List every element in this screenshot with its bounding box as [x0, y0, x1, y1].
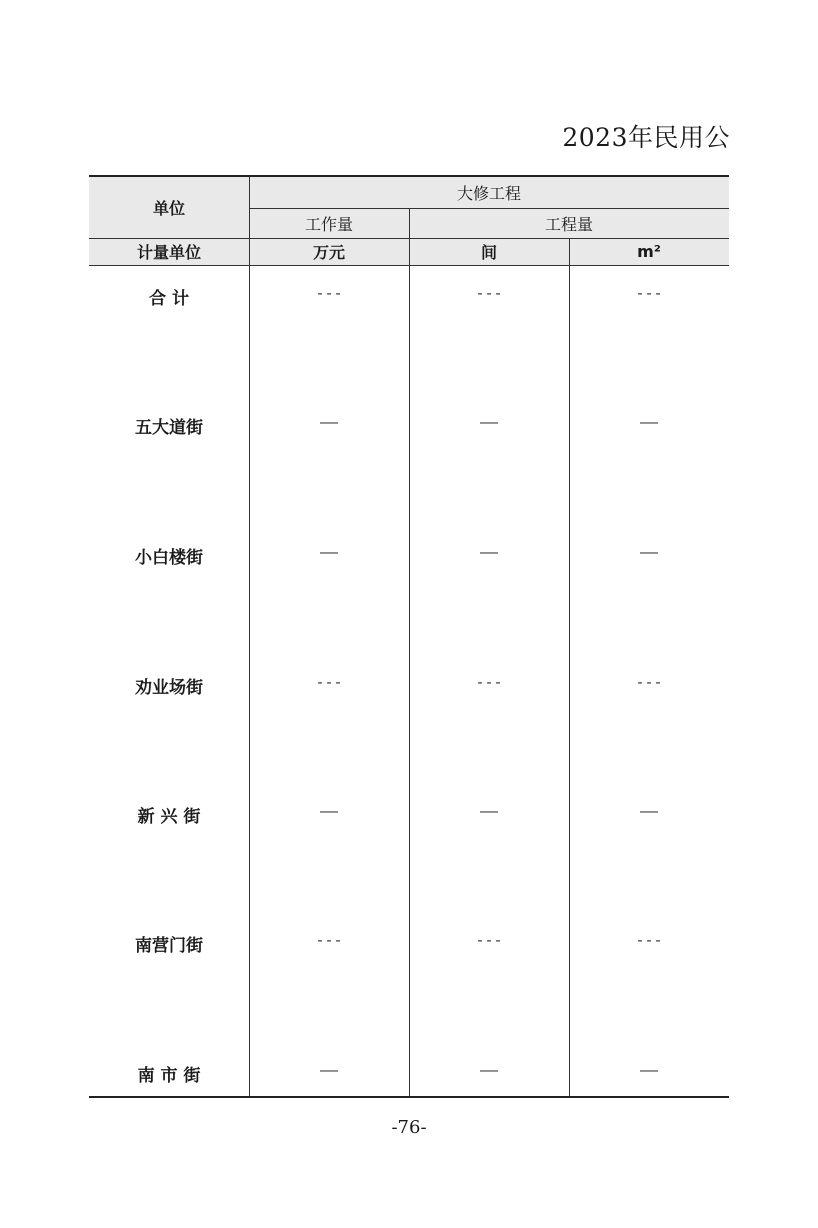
- unit-wanyuan: 万元: [312, 243, 345, 262]
- table-cell: ——: [479, 802, 499, 820]
- row-label: 新 兴 街: [137, 807, 201, 827]
- table-cell: ——: [479, 413, 499, 431]
- table-cell: ——: [479, 543, 499, 561]
- page-title: 2023年民用公: [562, 123, 730, 152]
- table-cell: ---: [475, 931, 503, 949]
- row-label: 五大道街: [135, 418, 203, 438]
- unit-sqm: m²: [637, 242, 661, 261]
- page-number: -76-: [391, 1117, 427, 1138]
- table-cell: ——: [319, 543, 339, 561]
- row-label: 南 市 街: [137, 1066, 201, 1086]
- table-cell: ——: [639, 802, 659, 820]
- unit-header: 单位: [152, 199, 185, 218]
- quantity-header: 工程量: [544, 214, 593, 234]
- table-cell: ---: [475, 284, 503, 302]
- row-label: 合 计: [149, 289, 189, 309]
- unit-jian: 间: [480, 243, 497, 262]
- table-cell: ---: [315, 284, 343, 302]
- divider: [249, 177, 250, 1096]
- table-cell: ——: [479, 1061, 499, 1079]
- table-cell: ——: [639, 1061, 659, 1079]
- data-table: [89, 175, 729, 1098]
- table-cell: ---: [315, 931, 343, 949]
- table-cell: ---: [635, 284, 663, 302]
- table-cell: ——: [319, 802, 339, 820]
- table-cell: ——: [639, 413, 659, 431]
- table-cell: ——: [319, 413, 339, 431]
- group-header: 大修工程: [456, 184, 521, 203]
- divider: [249, 208, 729, 209]
- measure-unit-header: 计量单位: [136, 243, 201, 262]
- table-cell: ---: [635, 673, 663, 691]
- table-cell: ---: [635, 931, 663, 949]
- table-cell: ——: [319, 1061, 339, 1079]
- divider: [569, 238, 570, 1096]
- table-cell: ---: [475, 673, 503, 691]
- divider: [409, 208, 410, 1096]
- workload-header: 工作量: [304, 214, 353, 234]
- table-cell: ---: [315, 673, 343, 691]
- row-label: 小白楼街: [135, 548, 203, 568]
- table-cell: ——: [639, 543, 659, 561]
- row-label: 劝业场街: [135, 678, 203, 698]
- row-label: 南营门街: [135, 936, 203, 956]
